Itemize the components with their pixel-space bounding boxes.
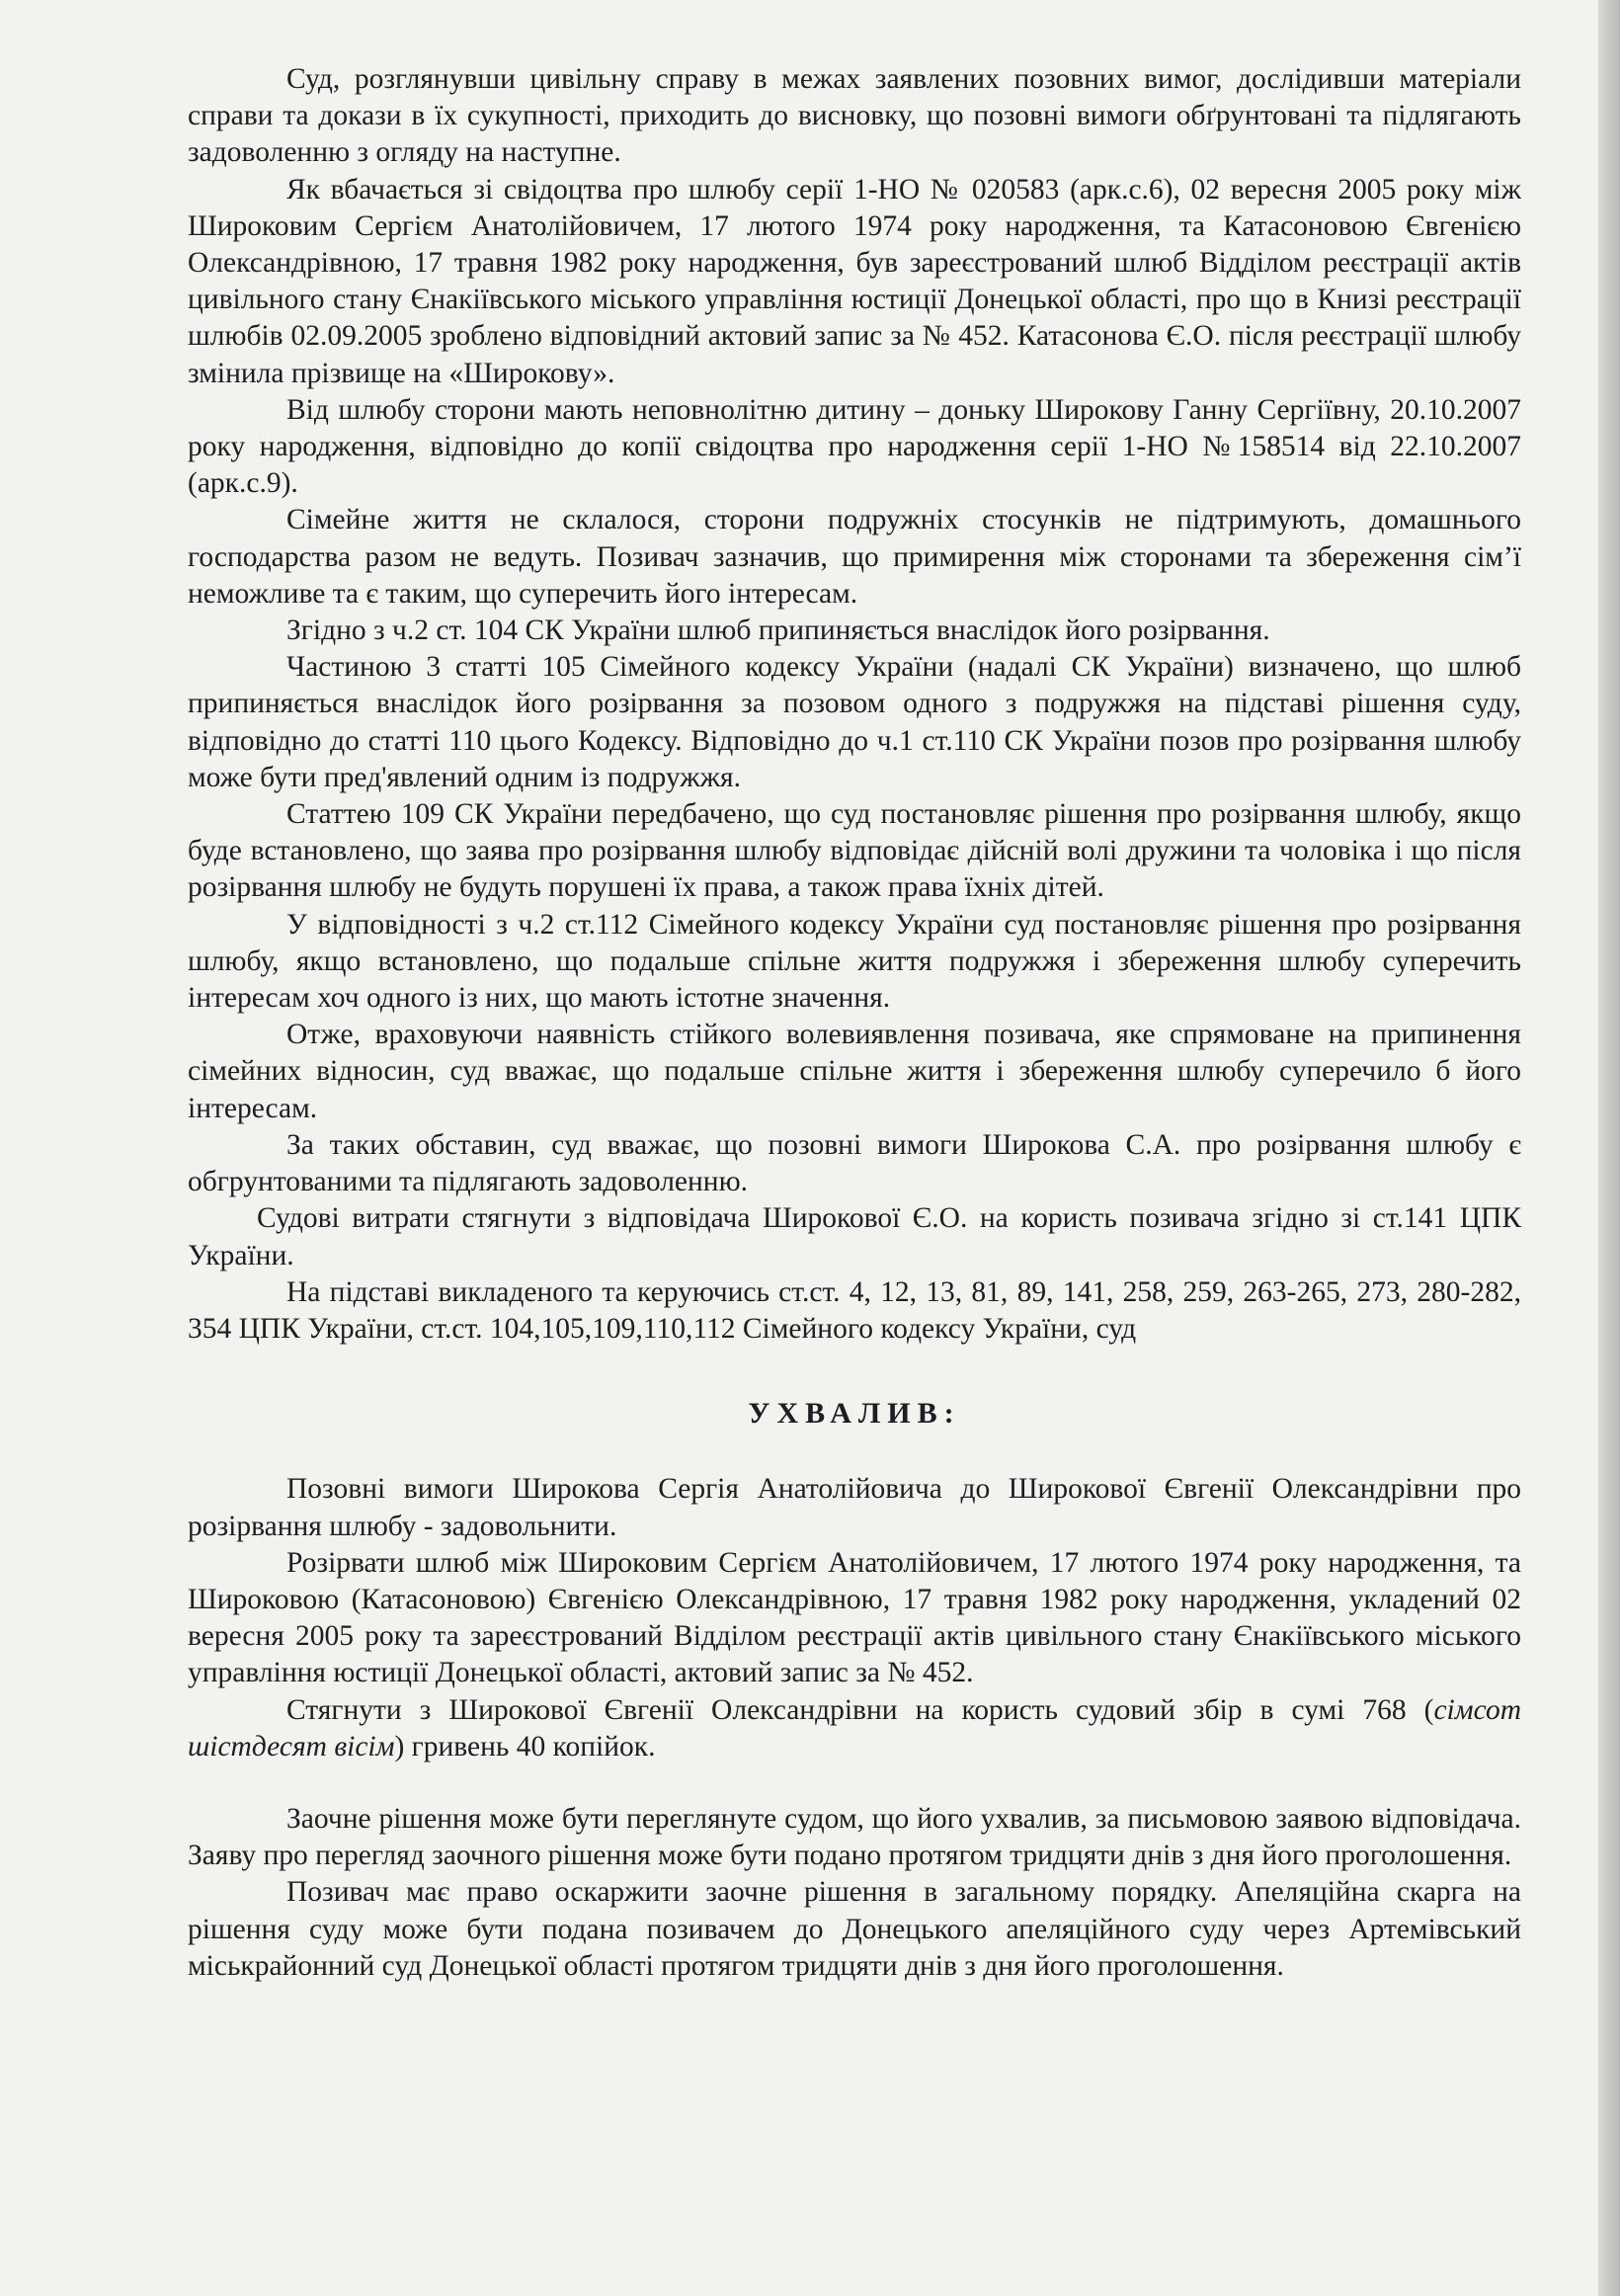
paragraph: Від шлюбу сторони мають неповнолітню дитину – доньку Широкову Ганну Сергіївну, 20.10.2007 року народження, відповідно до копії свідоцтва про народження серії 1-НО №158514 від 22.10.2007 (арк.с.9). — [188, 393, 1521, 500]
paragraph: Згідно з ч.2 ст. 104 СК України шлюб припиняється внаслідок його розірвання. — [286, 615, 1270, 647]
paragraph: Статтею 109 СК України передбачено, що суд постановляє рішення про розірвання шлюбу, якщо буде встановлено, що заява про розірвання шлюбу відповідає дійсній волі дружини та чоловіка і що після розірвання шлюбу не будуть порушені їх права, а також права їхніх дітей. — [188, 798, 1521, 904]
fee-prefix: Стягнути з Широкової Євгенії Олександрівни на користь судовий збір в сумі 768 ( — [286, 1693, 1434, 1726]
paragraph: У відповідності з ч.2 ст.112 Сімейного кодексу України суд постановляє рішення про розірвання шлюбу, якщо встановлено, що подальше спільне життя подружжя і збереження шлюбу суперечить інтересам хоч одного із них, що мають істотне значення. — [188, 908, 1521, 1015]
fee-paragraph — [188, 1692, 1521, 1765]
paragraph: Частиною 3 статті 105 Сімейного кодексу України (надалі СК України) визначено, що шлюб припиняється внаслідок його розірвання за позовом одного з подружжя на підставі рішення суду, відповідно до статті 110 цього Кодексу. Відповідно до ч.1 ст.110 СК України позов про розірвання шлюбу може бути пред'явлений одним із подружжя. — [188, 651, 1521, 793]
paragraph: Отже, враховуючи наявність стійкого волевиявлення позивача, яке спрямоване на припинення сімейних відносин, суд вважає, що подальше спільне життя і збереження шлюбу суперечило б його інтересам. — [188, 1019, 1521, 1124]
page-edge-shadow — [1598, 0, 1620, 2296]
fee-amount-words: сімсот шістдесят вісім — [188, 1693, 1521, 1763]
paragraph: Позовні вимоги Широкова Сергія Анатолійовича до Широкової Євгенії Олександрівни про розірвання шлюбу - задовольнити. — [188, 1473, 1521, 1542]
paragraph: На підставі викладеного та керуючись ст.ст. 4, 12, 13, 81, 89, 141, 258, 259, 263-265, 273, 280-282, 354 ЦПК України, ст.ст. 104,105,109,110,112 Сімейного кодексу України, суд — [188, 1275, 1521, 1345]
paragraph: Розірвати шлюб між Широковим Сергієм Анатолійовичем, 17 лютого 1974 року народження, та Широковою (Катасоновою) Євгенією Олександрівною, 17 травня 1982 року народження, укладений 02 вересня 2005 року та зареєстрований Відділом реєстрації актів цивільного стану Єнакіївського міського управління юстиції Донецької області, актовий запис за № 452. — [188, 1546, 1521, 1689]
paragraph: Як вбачається зі свідоцтва про шлюбу серії 1-НО № 020583 (арк.с.6), 02 вересня 2005 року між Широковим Сергієм Анатолійовичем, 17 лютого 1974 року народження, та Катасоновою Євгенією Олександрівною, 17 травня 1982 року народження, був зареєстрований шлюб Відділом реєстрації актів цивільного стану Єнакіївського міського управління юстиції Донецької області, про що в Книзі реєстрації шлюбів 02.09.2005 зроблено відповідний актовий запис за № 452. Катасонова Є.О. після реєстрації шлюбу змінила прізвище на «Широкову». — [188, 173, 1521, 389]
paragraph: За таких обставин, суд вважає, що позовні вимоги Широкова С.А. про розірвання шлюбу є обгрунтованими та підлягають задоволенню. — [188, 1128, 1521, 1198]
paragraph: Суд, розглянувши цивільну справу в межах заявлених позовних вимог, дослідивши матеріали справи та докази в їх сукупності, приходить до висновку, що позовні вимоги обґрунтовані та підлягають задоволенню з огляду на наступне. — [188, 63, 1521, 169]
ruling-heading: УХВАЛИВ: — [748, 1397, 961, 1431]
paragraph: Сімейне життя не склалося, сторони подружніх стосунків не підтримують, домашнього господарства разом не ведуть. Позивач зазначив, що примирення між сторонами та збереження сім’ї неможливе та є таким, що суперечить його інтересам. — [188, 504, 1521, 610]
paragraph: Судові витрати стягнути з відповідача Широкової Є.О. на користь позивача згідно зі ст.141 ЦПК України. — [188, 1202, 1521, 1271]
fee-suffix: ) гривень 40 копійок. — [394, 1730, 656, 1763]
paragraph: Заочне рішення може бути переглянуте судом, що його ухвалив, за письмовою заявою відповідача. Заяву про перегляд заочного рішення може бути подано протягом тридцяти днів з дня його проголошення. — [188, 1802, 1521, 1872]
paragraph: Позивач має право оскаржити заочне рішення в загальному порядку. Апеляційна скарга на рішення суду може бути подана позивачем до Донецького апеляційного суду через Артемівський міськрайонний суд Донецької області протягом тридцяти днів з дня його проголошення. — [188, 1876, 1521, 1982]
document-body — [188, 61, 1521, 1985]
